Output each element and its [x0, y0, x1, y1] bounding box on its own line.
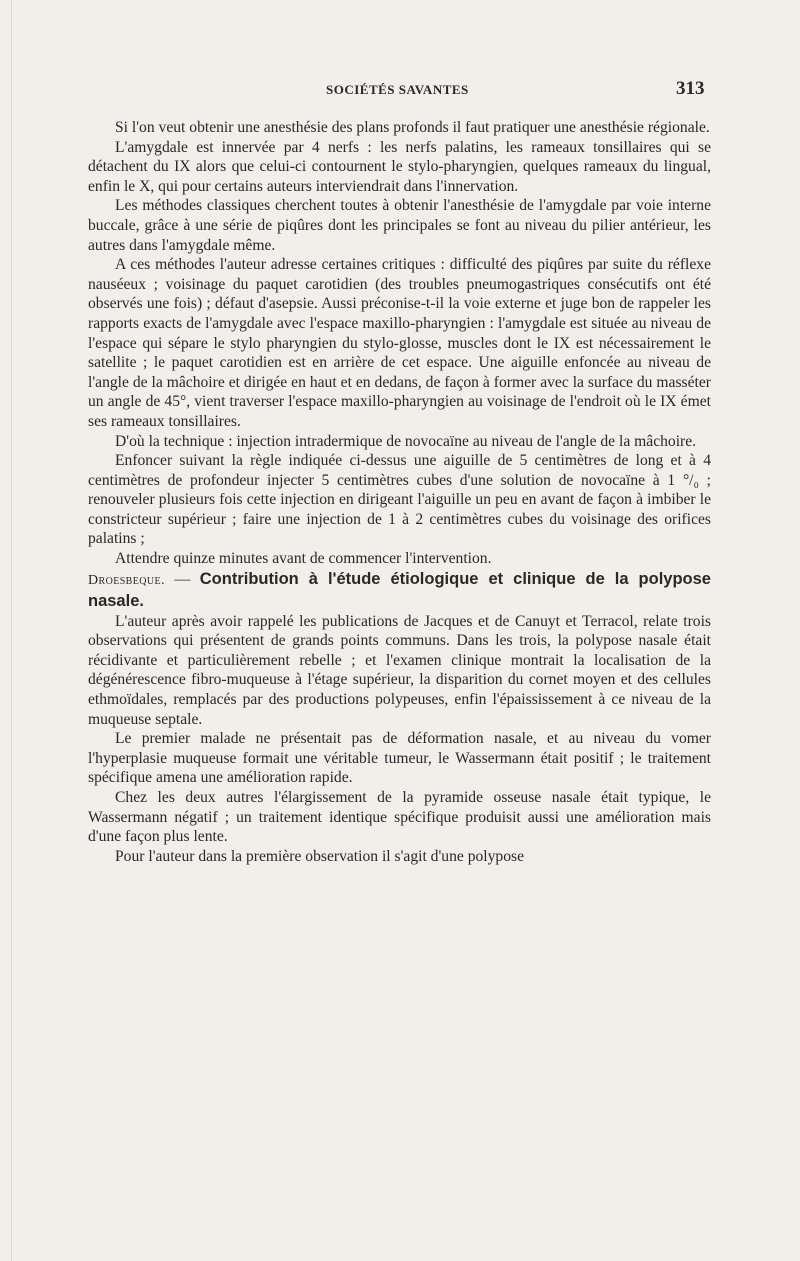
paragraph: Le premier malade ne présentait pas de déformation nasale, et au niveau du vomer l'hyperplasie muqueuse formait une véritable tumeur, le Wassermann était positif ; le traitement spécifique amena une amélioration rapide. — [88, 730, 711, 787]
heading-dash: — — [164, 570, 200, 588]
page-header — [0, 78, 800, 102]
paragraph: Chez les deux autres l'élargissement de la pyramide osseuse nasale était typique, le Wassermann négatif ; un traitement identique spécifique produisit aussi une amélioration mais d'une façon plus lente. — [88, 789, 711, 846]
paragraph: Enfoncer suivant la règle indiquée ci-dessus une aiguille de 5 centimètres de long et à 4 centimètres de profondeur injecter 5 centimètres cubes d'une solution de novocaïne à 1 °/₀ ; renouveler plusieurs fois cette injection en dirigeant l'aiguille un peu en avant de façon à imbiber le constricteur supérieur ; faire une injection de 1 à 2 centimètres cubes du voisinage des orifices palatins ; — [88, 452, 711, 548]
page-number: 313 — [676, 78, 705, 99]
paragraph: Les méthodes classiques cherchent toutes à obtenir l'anesthésie de l'amygdale par voie interne buccale, grâce à une série de piqûres dont les principales se font au niveau du pilier antérieur, les autres dans l'amygdale même. — [88, 197, 711, 254]
page-binding-edge — [11, 0, 12, 1261]
paragraph: Si l'on veut obtenir une anesthésie des plans profonds il faut pratiquer une anesthésie régionale. — [115, 119, 710, 136]
paragraph: L'amygdale est innervée par 4 nerfs : les nerfs palatins, les rameaux tonsillaires qui se détachent du IX alors que celui-ci contournent le stylo-pharyngien, quelques rameaux du lingual, enfin le X, qui pour certains auteurs interviendrait dans l'innervation. — [88, 138, 711, 195]
body-text — [88, 118, 711, 866]
paragraph: Attendre quinze minutes avant de commencer l'intervention. — [115, 550, 492, 568]
paragraph: L'auteur après avoir rappelé les publications de Jacques et de Canuyt et Terracol, relate trois observations qui présentent de grands points communs. Dans les trois, la polypose nasale était récidivante et particulièrement rebelle ; et l'examen clinique montrait la localisation de la dégénérescence fibro-muqueuse à l'étage supérieur, la disparition du cornet moyen et des cellules ethmoïdales, remplacés par des productions polypeuses, enfin l'épaississement à ce niveau de la muqueuse septale. — [88, 612, 711, 728]
running-title: SOCIÉTÉS SAVANTES — [326, 82, 469, 97]
article-heading — [88, 569, 711, 612]
paragraph: D'où la technique : injection intradermique de novocaïne au niveau de l'angle de la mâchoire. — [115, 432, 697, 450]
paragraph: A ces méthodes l'auteur adresse certaines critiques : difficulté des piqûres par suite du réflexe nauséeux ; voisinage du paquet carotidien (des troubles pneumogastriques consécutifs ont été observés une fois) ; défaut d'asepsie. Aussi préconise-t-il la voie externe et juge bon de rappeler les rapports exacts de l'amygdale avec l'espace maxillo-pharyngien : l'amygdale est située au niveau de l'espace qui sépare le stylo pharyngien du stylo-glosse, muscles dont le IX est nécessairement le satellite ; le paquet carotidien est en arrière de cet espace. Une aiguille enfoncée au niveau de l'angle de la mâchoire et dirigée en haut et en dedans, de façon à former avec la surface du masséter un angle de 45°, vient traverser l'espace maxillo-pharyngien au voisinage de l'endroit où le IX émet ses rameaux tonsillaires. — [88, 256, 711, 430]
paragraph: Pour l'auteur dans la première observation il s'agit d'une polypose — [115, 847, 525, 865]
article-title: Contribution à l'étude étiologique et clinique de la polypose nasale. — [88, 569, 711, 610]
article-author: Droesbeque. — [88, 572, 165, 588]
